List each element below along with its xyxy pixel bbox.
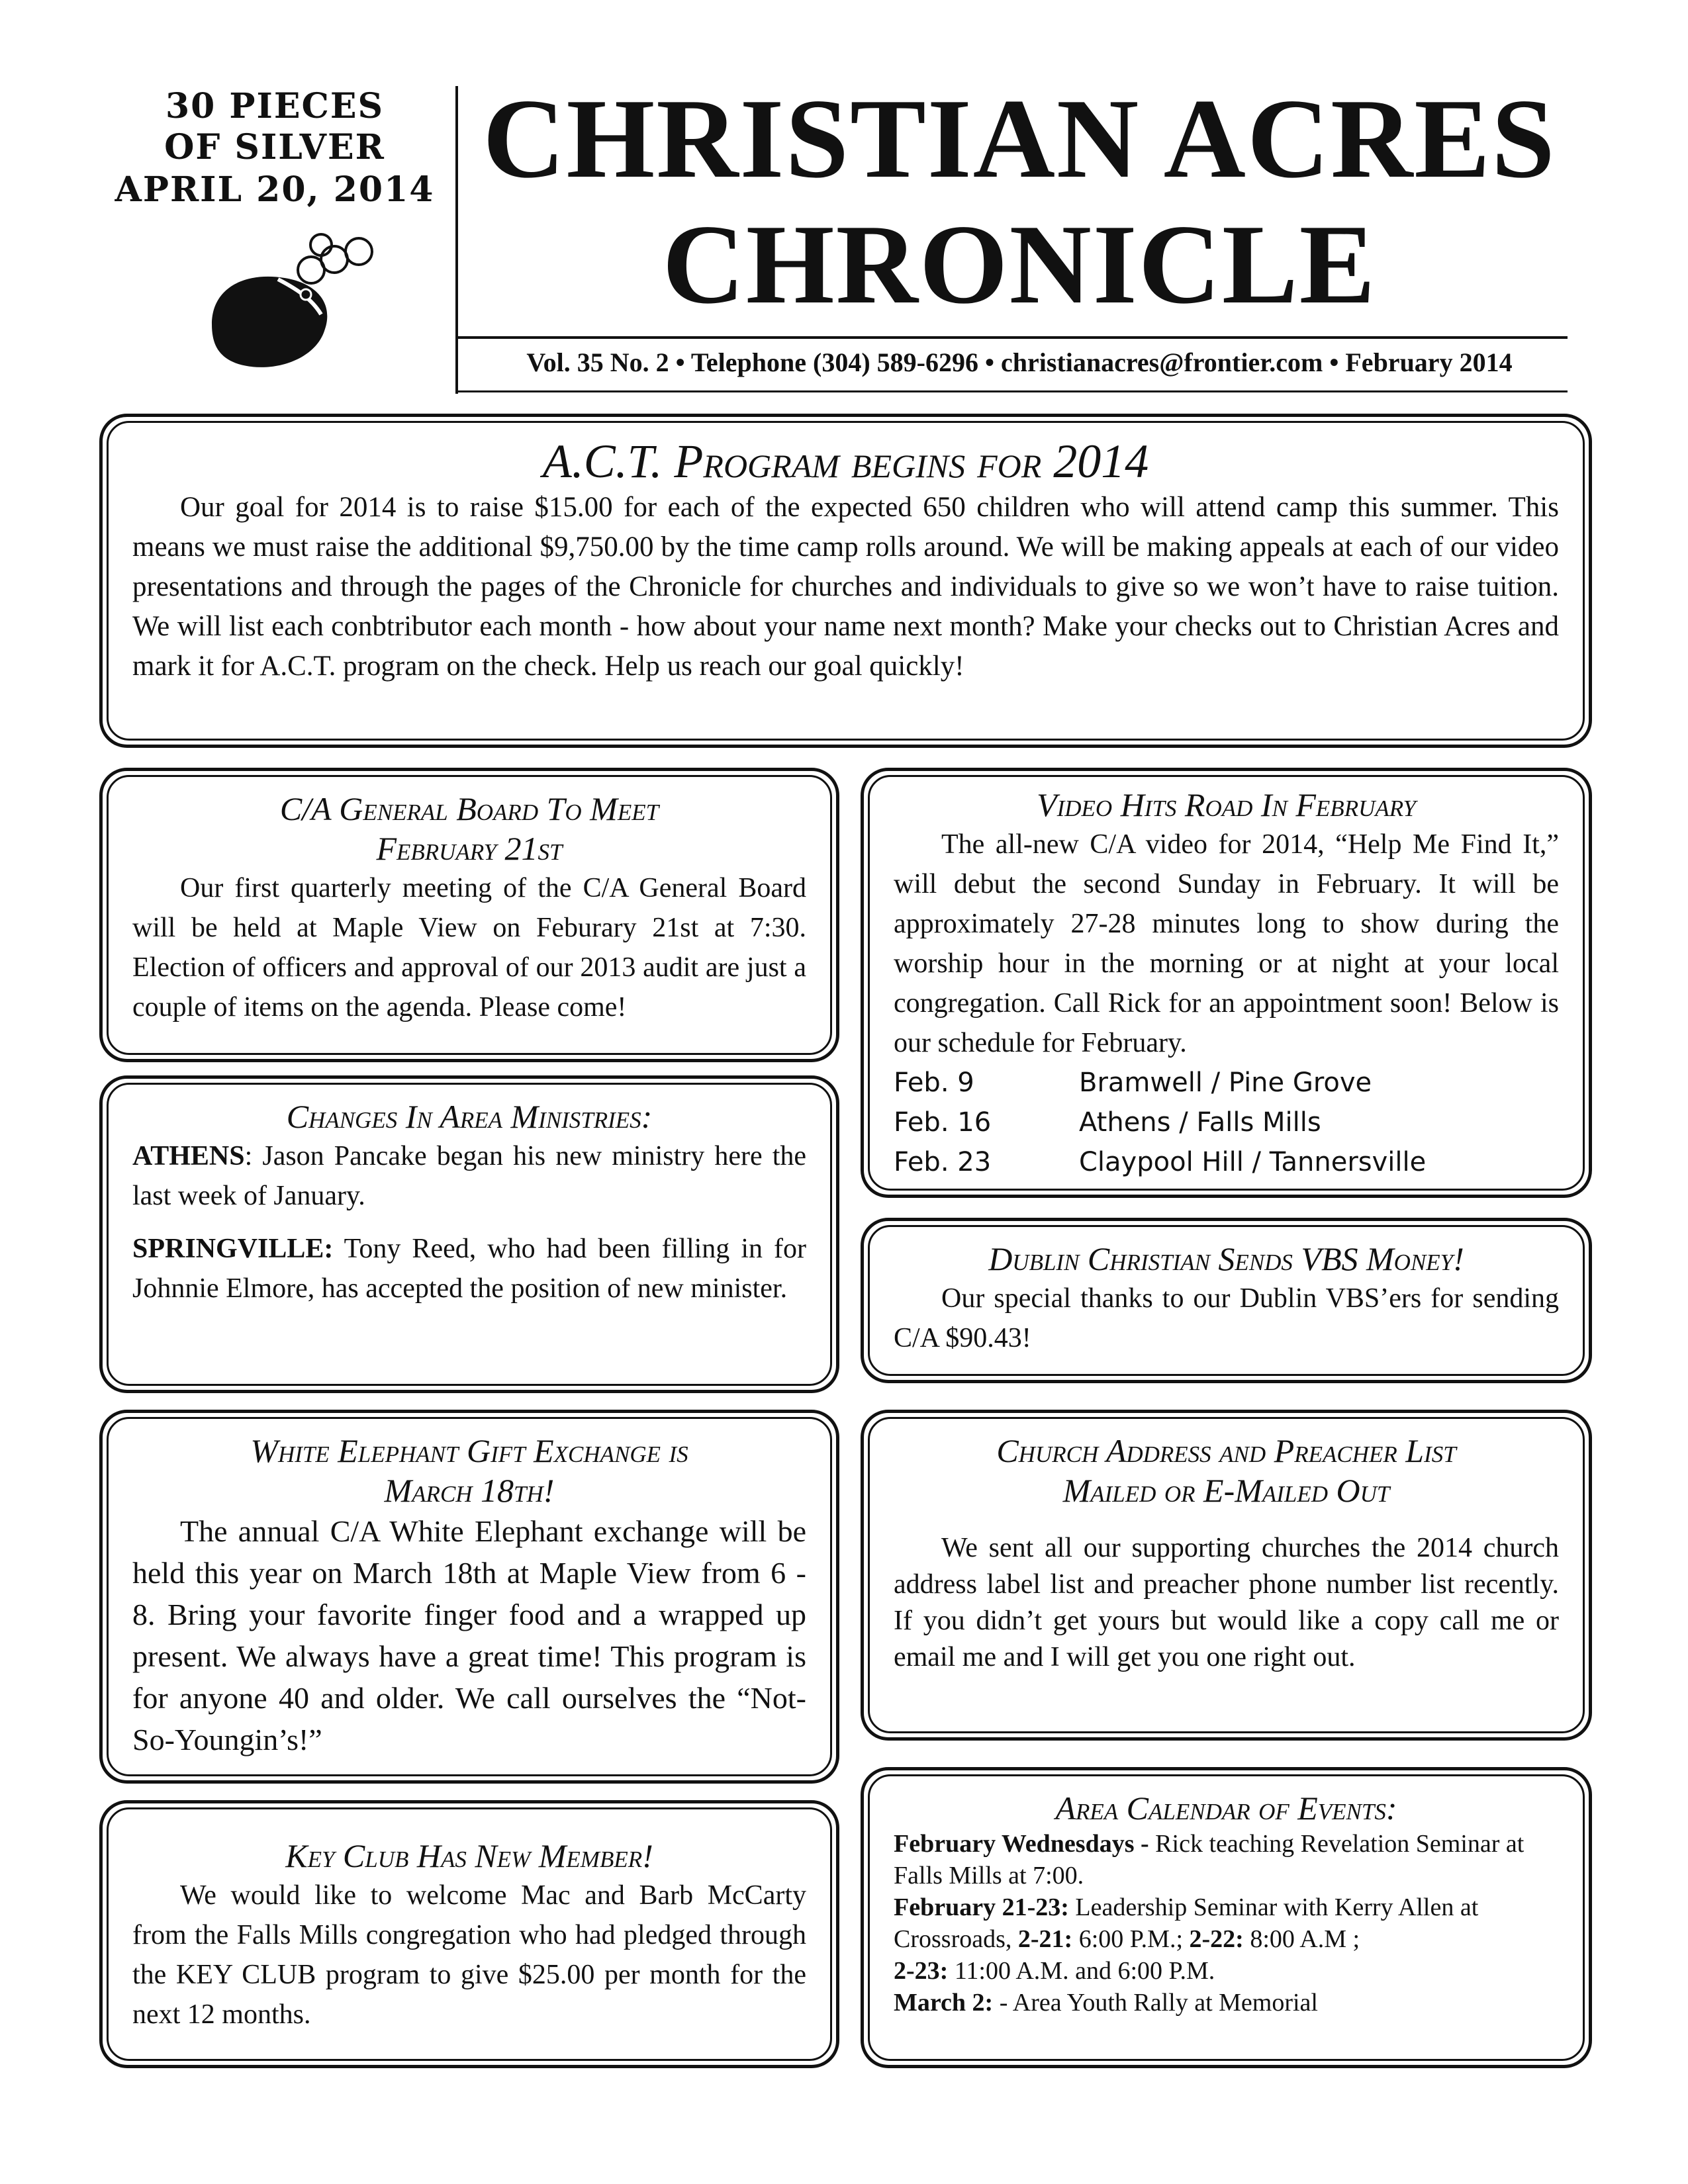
ministries-springville	[132, 1229, 806, 1308]
act-program-body: Our goal for 2014 is to raise $15.00 for each of the expected 650 children who will attend camp this summer. This means we must raise the additional $9,750.00 by the time camp rolls around. We will be making appeals at each of our video presentations and through the pages of the Chronicle for churches and individuals to give so we won’t have to raise tuition. We will list each conbtributor each month - how about your name next month? Make your checks out to Christian Acres and mark it for A.C.T. program on the check. Help us reach our goal quickly!	[132, 492, 1559, 682]
general-board-title-2: February 21st	[376, 830, 563, 867]
schedule-row	[894, 1103, 1559, 1142]
schedule-row	[894, 1142, 1559, 1182]
promo-date: APRIL 20, 2014	[115, 169, 435, 210]
masthead-rule-bottom	[455, 390, 1568, 392]
ministries-box	[99, 1075, 839, 1393]
newsletter-title	[463, 76, 1575, 328]
event-2-label: February 21-23:	[894, 1893, 1069, 1921]
event-2-time-1: 6:00 P.M.;	[1072, 1925, 1190, 1953]
key-club-title: Key Club Has New Member!	[285, 1837, 653, 1874]
white-elephant-title-1: White Elephant Gift Exchange is	[250, 1432, 688, 1469]
calendar-title: Area Calendar of Events:	[1055, 1790, 1397, 1827]
white-elephant-body: The annual C/A White Elephant exchange will be held this year on March 18th at Maple View from 6 - 8. Bring your favorite finger food and a wrapped up present. We always have a great time! This program is for anyone 40 and older. We call ourselves the “Not-So-Youngin’s!”	[132, 1514, 806, 1756]
calendar-event-1	[894, 1828, 1559, 1891]
title-line-1: CHRISTIAN ACRES	[483, 76, 1556, 202]
schedule-places: Bramwell / Pine Grove	[1079, 1068, 1372, 1098]
dublin-body: Our special thanks to our Dublin VBS’ers for sending C/A $90.43!	[894, 1283, 1559, 1353]
address-list-box	[861, 1410, 1592, 1741]
event-1-text: Rick teaching Revelation Seminar at Falls Mills at 7:00.	[894, 1830, 1524, 1889]
video-title: Video Hits Road In February	[1037, 786, 1416, 823]
masthead-rule-top	[455, 336, 1568, 339]
event-2-date-3: 2-23:	[894, 1957, 949, 1985]
masthead-divider-vertical	[455, 86, 458, 394]
general-board-title-1: C/A General Board To Meet	[279, 790, 659, 827]
event-3-text: - Area Youth Rally at Memorial	[993, 1989, 1318, 2017]
coin-purse-icon	[185, 225, 384, 377]
promo-block	[99, 86, 450, 212]
address-list-title-1: Church Address and Preacher List	[996, 1432, 1456, 1469]
ministries-title: Changes In Area Ministries:	[286, 1098, 653, 1135]
white-elephant-box	[99, 1410, 839, 1784]
address-list-title-2: Mailed or E-Mailed Out	[1062, 1472, 1390, 1509]
event-2-date-2: 2-22:	[1189, 1925, 1244, 1953]
event-2-text: Leadership Seminar with Kerry Allen at Crossroads,	[894, 1893, 1479, 1953]
address-list-body: We sent all our supporting churches the 2014 church address label list and preacher phone number list recently. If you didn’t get yours but would like a copy call me or email me and I will get you one right out.	[894, 1533, 1559, 1672]
schedule-places: Claypool Hill / Tannersville	[1079, 1147, 1427, 1177]
event-3-label: March 2:	[894, 1989, 994, 2017]
springville-text: Tony Reed, who had been filling in for Johnnie Elmore, has accepted the position of new minister.	[132, 1234, 806, 1304]
white-elephant-title-2: March 18th!	[384, 1472, 555, 1509]
dublin-box	[861, 1218, 1592, 1383]
promo-line-2: OF SILVER	[164, 127, 385, 167]
event-2-time-2: 8:00 A.M ;	[1243, 1925, 1360, 1953]
act-program-title: A.C.T. Program begins for 2014	[542, 435, 1149, 488]
event-2-time-3: 11:00 A.M. and 6:00 P.M.	[948, 1957, 1215, 1985]
issue-info-line: Vol. 35 No. 2 • Telephone (304) 589-6296 • christianacres@frontier.com • February 2014	[526, 347, 1513, 377]
ministries-athens	[132, 1136, 806, 1216]
calendar-box	[861, 1767, 1592, 2068]
schedule-places: Athens / Falls Mills	[1079, 1107, 1321, 1138]
event-2-date-1: 2-21:	[1017, 1925, 1073, 1953]
title-line-2: CHRONICLE	[662, 202, 1377, 328]
key-club-box	[99, 1800, 839, 2068]
act-program-box	[99, 414, 1592, 748]
promo-line-1: 30 PIECES	[165, 86, 385, 126]
general-board-body: Our first quarterly meeting of the C/A General Board will be held at Maple View on Feburary 21st at 7:30. Election of officers and approval of our 2013 audit are just a couple of items on the agenda. Please come!	[132, 873, 806, 1023]
calendar-event-2	[894, 1891, 1559, 1987]
video-box	[861, 768, 1592, 1198]
event-1-label: February Wednesdays -	[894, 1830, 1149, 1858]
schedule-row	[894, 1063, 1559, 1103]
athens-text: : Jason Pancake began his new ministry here the last week of January.	[132, 1141, 806, 1211]
calendar-event-3	[894, 1987, 1559, 2019]
athens-label: ATHENS	[132, 1141, 245, 1171]
general-board-box	[99, 768, 839, 1062]
schedule-date: Feb. 9	[894, 1068, 974, 1098]
springville-label: SPRINGVILLE:	[132, 1234, 334, 1264]
key-club-body: We would like to welcome Mac and Barb McCarty from the Falls Mills congregation who had pledged through the KEY CLUB program to give $25.00 per month for the next 12 months.	[132, 1880, 806, 2030]
dublin-title: Dublin Christian Sends VBS Money!	[988, 1240, 1464, 1277]
video-body: The all-new C/A video for 2014, “Help Me Find It,” will debut the second Sunday in February. It will be approximately 27-28 minutes long to show during the worship hour in the morning or at night at your local congregation. Call Rick for an appointment soon! Below is our schedule for February.	[894, 829, 1559, 1058]
schedule-date: Feb. 23	[894, 1147, 992, 1177]
video-schedule	[894, 1063, 1559, 1182]
schedule-date: Feb. 16	[894, 1107, 992, 1138]
